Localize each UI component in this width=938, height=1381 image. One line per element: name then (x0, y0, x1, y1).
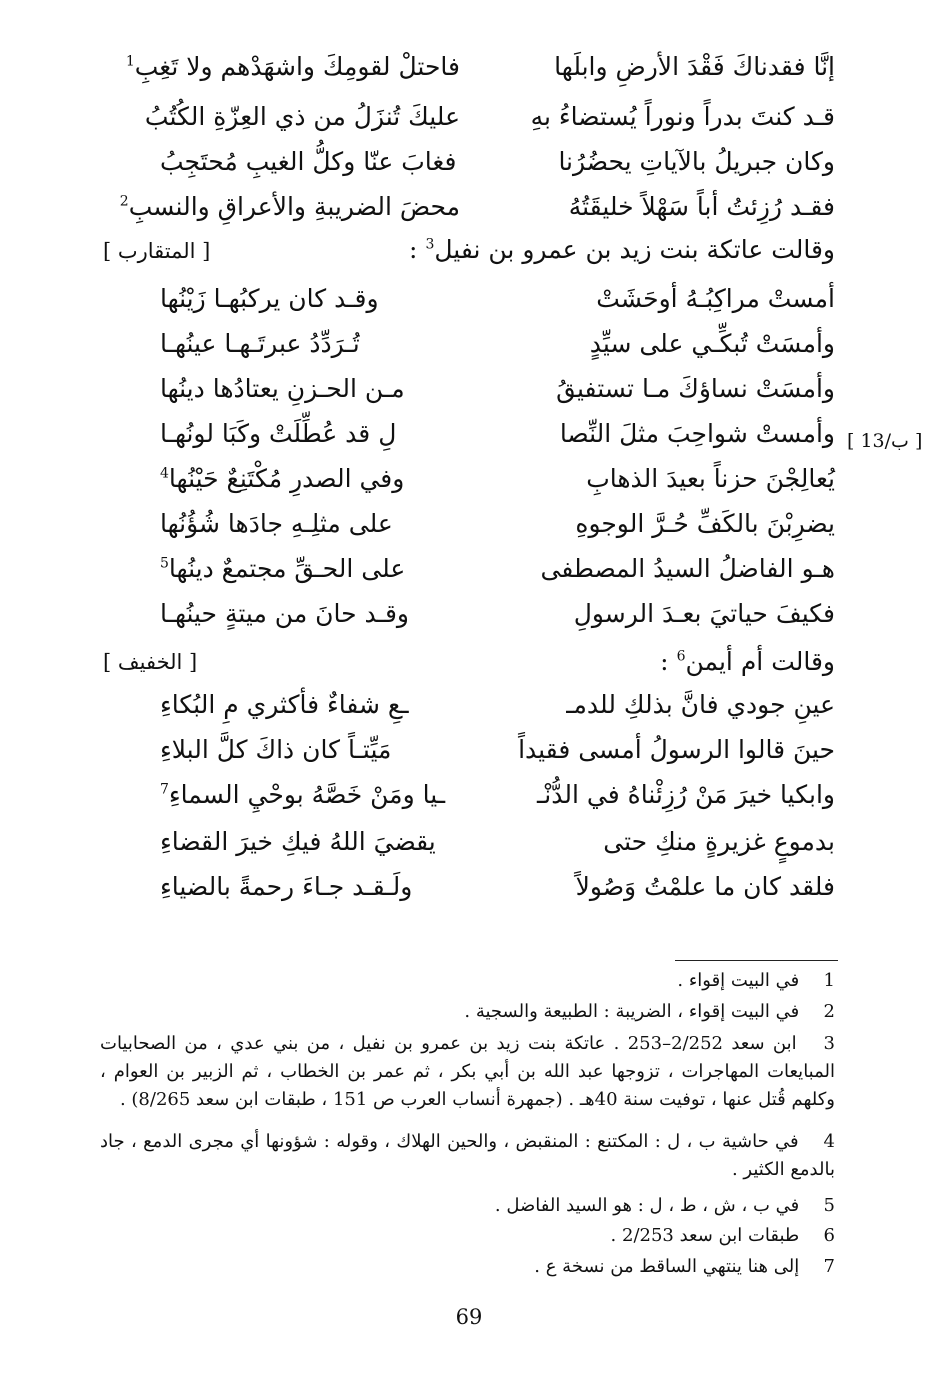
verse-7-second-hemistich: مـن الحـزنِ يعتادُها دينُها (160, 374, 405, 403)
verse-15-second-hemistich: ـيا ومَنْ خَصَّهُ بوحْيِ السماءِ$^7$ (160, 780, 446, 809)
footnote-ref-2[interactable]: 2 (119, 193, 129, 210)
footnote-ref-5[interactable]: 5 (160, 555, 169, 572)
footnote-ref-6[interactable]: 6 (676, 648, 686, 665)
verse-13-first-hemistich: عينِ جودي فانَّ بذلكِ للدمـ (566, 690, 835, 719)
footnote-2 (100, 998, 835, 1026)
footnote-number: 7 (823, 1256, 835, 1277)
footnote-ref-3[interactable]: 3 (425, 236, 435, 253)
verse-1-first-hemistich: إنَّا فقدناكَ فَقْدَ الأرضِ وابلَها (554, 52, 835, 81)
footnote-3 (100, 1030, 835, 1114)
footnote-text: في البيت إقواء . (677, 970, 800, 991)
verse-9-second-hemistich: وفي الصدرِ مُكْتَنِعٌ حَيْنُها$^4$ (160, 464, 405, 493)
verse-4-second-hemistich: محضَ الضريبةِ والأعراقِ والنسبِ$^2$ (119, 192, 460, 221)
verse-3-first-hemistich: وكان جبريلُ بالآياتِ يحضُرُنا (558, 147, 835, 176)
verse-14-second-hemistich: مَيِّتـاً كان ذاكَ كلَّ البلاءِ (160, 735, 392, 764)
footnote-number: 5 (823, 1195, 835, 1216)
verse-13-second-hemistich: ـعِ شفاءٌ فأكثري مِ البُكاءِ (160, 690, 409, 719)
verse-17-first-hemistich: فلقد كان ما علمْتُ وَصُولاً (575, 872, 835, 901)
footnote-ref-4[interactable]: 4 (160, 465, 169, 482)
verse-11-first-hemistich: هـو الفاضلُ السيدُ المصطفى (540, 554, 835, 583)
verse-2-first-hemistich: قـد كنتَ بدراً ونوراً يُستضاءُ بهِ (530, 102, 835, 131)
intro-umm-ayman: وقالت أم أيمن$^6$ : (660, 647, 835, 676)
verse-4-first-hemistich: فقـد رُزِئتُ أباً سَهْلاً خليقَتُهُ (568, 192, 835, 221)
footnote-1 (100, 967, 835, 995)
footnote-text: إلى هنا ينتهي الساقط من نسخة ع . (534, 1256, 800, 1277)
footnote-5 (100, 1192, 835, 1220)
page-number: 69 (455, 1305, 483, 1329)
verse-15-first-hemistich: وابكيا خيرَ مَنْ رُزِئْناهُ في الدُّنْـ (536, 780, 835, 809)
verse-6-second-hemistich: تُـرَدِّدُ عبرتَـهـا عينُهـا (160, 329, 360, 358)
verse-1-second-hemistich: فاحتلْ لقومِكَ واشهَدْهم ولا تَغِبِ$^1$ (125, 52, 460, 81)
footnote-ref-7[interactable]: 7 (160, 781, 169, 798)
verse-6-first-hemistich: وأمسَتْ تُبكِّـي على سيِّدٍ (589, 329, 835, 358)
verse-16-first-hemistich: بدموعٍ غزيرةٍ منكِ حتى (603, 827, 835, 856)
verse-10-second-hemistich: على مثلِـهِ جادَها شُؤُنُها (160, 509, 393, 538)
footnote-text: في حاشية ب ، ل : المكتنع : المنقبض ، والحين الهلاك ، وقوله : شؤونها أي مجرى الدمع ، جاد بالدمع الكثير . (100, 1131, 835, 1180)
verse-9-first-hemistich: يُعالِجْنَ حزناً بعيدَ الذهابِ (586, 464, 835, 493)
verse-5-first-hemistich: أمستْ مراكِبُـهُ أوحَشَتْ (596, 284, 835, 313)
footnote-number: 4 (823, 1131, 835, 1152)
footnote-number: 2 (823, 1001, 835, 1022)
footnote-number: 6 (823, 1225, 835, 1246)
verse-5-second-hemistich: وقـد كان يركبُهـا زَيْنُها (160, 284, 379, 313)
verse-7-first-hemistich: وأمسَتْ نساؤكَ مـا تستفيقُ (556, 374, 835, 403)
verse-3-second-hemistich: فغابَ عنّا وكلُّ الغيبِ مُحتَجِبُ (160, 147, 457, 176)
verse-17-second-hemistich: ولَـقـد جـاءَ رحمةً بالضياءِ (160, 872, 413, 901)
footnote-text: في البيت إقواء ، الضريبة : الطبيعة والسجية . (464, 1001, 800, 1022)
verse-10-first-hemistich: يضرِبْنَ بالكَفِّ حُـرَّ الوجوهِ (575, 509, 835, 538)
footnote-separator (675, 960, 838, 961)
footnote-text: طبقات ابن سعد 2/253 . (610, 1225, 800, 1246)
verse-2-second-hemistich: عليكَ تُنزَلُ من ذي العِزّةِ الكُتُبُ (144, 102, 460, 131)
footnote-text: ابن سعد 2/252–253 . عاتكة بنت زيد بن عمرو بن نفيل ، من بني عدي ، من الصحابيات المبايعات المهاجرات ، تزوجها عبد الله بن أبي بكر ، ثم عمر بن الخطاب ، ثم الزبير بن العوام ، وكلهم قُتل عنها ، توفيت سنة 40هـ . (جمهرة أنساب العرب ص 151 ، طبقات ابن سعد 8/265) . (100, 1033, 835, 1110)
verse-8-first-hemistich: وأمستْ شواحِبَ مثلَ النِّصا (559, 419, 835, 448)
verse-14-first-hemistich: حينَ قالوا الرسولُ أمسى فقيداً (518, 735, 835, 764)
footnote-number: 1 (823, 970, 835, 991)
meter-label-khafif: [ الخفيف ] (103, 650, 198, 674)
verse-16-second-hemistich: يقضيَ اللهُ فيكِ خيرَ القضاءِ (160, 827, 436, 856)
verse-12-second-hemistich: وقـد حانَ من ميتةٍ حينُهـا (160, 599, 409, 628)
verse-8-second-hemistich: لِ قد عُطِّلَتْ وكَبَا لونُهـا (160, 419, 397, 448)
footnote-number: 3 (823, 1033, 835, 1054)
intro-atika: وقالت عاتكة بنت زيد بن عمرو بن نفيل$^3$ : (409, 235, 835, 264)
footnote-ref-1[interactable]: 1 (125, 53, 135, 70)
meter-label-mutaqarib: [ المتقارب ] (103, 239, 211, 263)
footnote-text: في ب ، ش ، ط ، ل : هو السيد الفاضل . (494, 1195, 800, 1216)
manuscript-folio-marker: [ 13/ب ] (847, 430, 923, 452)
verse-12-first-hemistich: فكيفَ حياتيَ بعـدَ الرسولِ (573, 599, 835, 628)
footnote-4 (100, 1128, 835, 1184)
footnote-7 (100, 1253, 835, 1281)
footnote-6 (100, 1222, 835, 1250)
verse-11-second-hemistich: على الحـقِّ مجتمعٌ دينُها$^5$ (160, 554, 406, 583)
